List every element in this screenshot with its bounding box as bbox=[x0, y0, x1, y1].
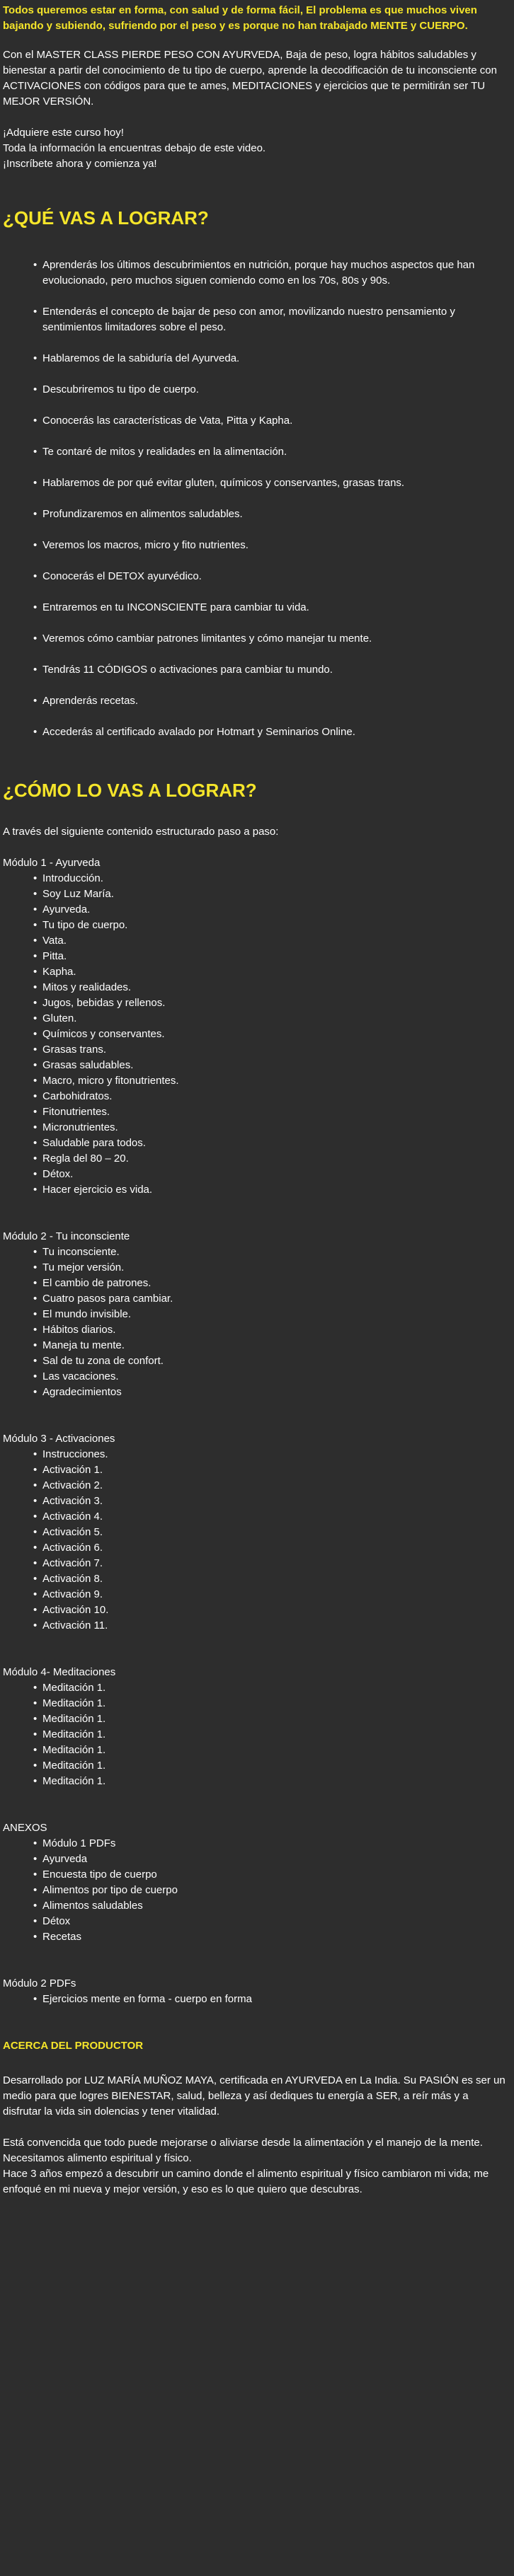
lesson-item: • Regla del 80 – 20. bbox=[33, 1151, 508, 1167]
module-lesson-list bbox=[3, 1447, 508, 1634]
benefit-item: • Tendrás 11 CÓDIGOS o activaciones para cambiar tu mundo. bbox=[33, 662, 508, 678]
module-title: Módulo 3 - Activaciones bbox=[3, 1433, 115, 1445]
lesson-item: • Jugos, bebidas y rellenos. bbox=[33, 995, 508, 1011]
lesson-item: • Recetas bbox=[33, 1929, 508, 1945]
lesson-item: • Activación 5. bbox=[33, 1525, 508, 1540]
lesson-item: • Vata. bbox=[33, 933, 508, 949]
lesson-item: • Activación 8. bbox=[33, 1571, 508, 1587]
benefits-list bbox=[3, 258, 508, 740]
lesson-item: • Grasas saludables. bbox=[33, 1058, 508, 1073]
producer-paragraph: Desarrollado por LUZ MARÍA MUÑOZ MAYA, certificada en AYURVEDA en La India. Su PASIÓN es ser un medio para que logres BIENESTAR, salud, belleza y así dediques tu energía a SER, a reír más y a disfrutar la vida sin dolencias y tener vitalidad. bbox=[3, 2074, 506, 2118]
lesson-item: • Gluten. bbox=[33, 1011, 508, 1027]
lesson-item: • Kapha. bbox=[33, 964, 508, 980]
module-lesson-list bbox=[3, 871, 508, 1198]
module-title: Módulo 4- Meditaciones bbox=[3, 1666, 116, 1678]
producer-heading: ACERCA DEL PRODUCTOR bbox=[3, 2040, 144, 2052]
benefit-item: • Aprenderás recetas. bbox=[33, 693, 508, 709]
lesson-item: • Activación 9. bbox=[33, 1587, 508, 1602]
lesson-item: • Ayurveda. bbox=[33, 902, 508, 918]
lesson-item: • Détox. bbox=[33, 1167, 508, 1182]
lesson-item: • Instrucciones. bbox=[33, 1447, 508, 1462]
lesson-item: • Hacer ejercicio es vida. bbox=[33, 1182, 508, 1198]
benefit-item: • Veremos los macros, micro y fito nutrientes. bbox=[33, 538, 508, 553]
producer-paragraph: Está convencida que todo puede mejorarse o aliviarse desde la alimentación y el manejo de la mente. Necesitamos alimento espiritual y físico. bbox=[3, 2137, 483, 2164]
benefit-item: • Entenderás el concepto de bajar de peso con amor, movilizando nuestro pensamiento y sentimientos limitadores sobre el peso. bbox=[33, 304, 508, 335]
module-lesson-list bbox=[3, 1992, 508, 2007]
intro-description: Con el MASTER CLASS PIERDE PESO CON AYURVEDA, Baja de peso, logra hábitos saludables y bienestar a partir del conocimiento de tu tipo de cuerpo, aprende la decodificación de tu inconsciente con ACTIVACIONES con códigos para que te ames, MEDITACIONES y ejercicios que te permitirán ser TU MEJOR VERSIÓN. bbox=[3, 49, 497, 108]
lesson-item: • Grasas trans. bbox=[33, 1042, 508, 1058]
lesson-item: • Módulo 1 PDFs bbox=[33, 1836, 508, 1852]
benefit-item: • Aprenderás los últimos descubrimientos en nutrición, porque hay muchos aspectos que han evolucionado, pero muchos siguen comiendo como en los 70s, 80s y 90s. bbox=[33, 258, 508, 289]
lesson-item: • Activación 1. bbox=[33, 1462, 508, 1478]
benefit-item: • Hablaremos de la sabiduría del Ayurveda. bbox=[33, 351, 508, 366]
lesson-item: • Ejercicios mente en forma - cuerpo en forma bbox=[33, 1992, 508, 2007]
lesson-item: • Hábitos diarios. bbox=[33, 1322, 508, 1338]
lesson-item: • Sal de tu zona de confort. bbox=[33, 1353, 508, 1369]
producer-story bbox=[3, 2135, 508, 2197]
benefit-item: • Profundizaremos en alimentos saludables. bbox=[33, 507, 508, 522]
lesson-item: • Carbohidratos. bbox=[33, 1089, 508, 1104]
module-title: Módulo 2 - Tu inconsciente bbox=[3, 1230, 130, 1242]
cta-line: ¡Adquiere este curso hoy! bbox=[3, 127, 124, 139]
lesson-item: • Meditación 1. bbox=[33, 1696, 508, 1711]
module-title: ANEXOS bbox=[3, 1822, 47, 1834]
lesson-item: • Agradecimientos bbox=[33, 1385, 508, 1400]
lesson-item: • Activación 7. bbox=[33, 1556, 508, 1571]
lesson-item: • Pitta. bbox=[33, 949, 508, 964]
benefit-item: • Descubriremos tu tipo de cuerpo. bbox=[33, 382, 508, 398]
lesson-item: • Fitonutrientes. bbox=[33, 1104, 508, 1120]
lesson-item: • Meditación 1. bbox=[33, 1727, 508, 1743]
lesson-item: • Meditación 1. bbox=[33, 1680, 508, 1696]
lesson-item: • Químicos y conservantes. bbox=[33, 1027, 508, 1042]
lesson-item: • Introducción. bbox=[33, 871, 508, 886]
lesson-item: • Activación 6. bbox=[33, 1540, 508, 1556]
lesson-item: • Macro, micro y fitonutrientes. bbox=[33, 1073, 508, 1089]
lesson-item: • El cambio de patrones. bbox=[33, 1276, 508, 1291]
lesson-item: • Meditación 1. bbox=[33, 1743, 508, 1758]
how-intro: A través del siguiente contenido estructurado paso a paso: bbox=[3, 826, 279, 838]
lesson-item: • Meditación 1. bbox=[33, 1758, 508, 1774]
module-title: Módulo 2 PDFs bbox=[3, 1977, 76, 1989]
intro-cta bbox=[3, 125, 508, 172]
lesson-item: • Alimentos saludables bbox=[33, 1898, 508, 1914]
cta-line: ¡Inscríbete ahora y comienza ya! bbox=[3, 158, 157, 170]
lesson-item: • Mitos y realidades. bbox=[33, 980, 508, 995]
benefit-item: • Entraremos en tu INCONSCIENTE para cambiar tu vida. bbox=[33, 600, 508, 616]
module-lesson-list bbox=[3, 1836, 508, 1945]
benefit-item: • Te contaré de mitos y realidades en la alimentación. bbox=[33, 444, 508, 460]
lesson-item: • Las vacaciones. bbox=[33, 1369, 508, 1385]
intro-headline: Todos queremos estar en forma, con salud y de forma fácil, El problema es que muchos viven bajando y subiendo, sufriendo por el peso y es porque no han trabajado MENTE y CUERPO. bbox=[3, 4, 477, 32]
module-lesson-list bbox=[3, 1680, 508, 1789]
benefit-item: • Accederás al certificado avalado por Hotmart y Seminarios Online. bbox=[33, 724, 508, 740]
lesson-item: • Tu tipo de cuerpo. bbox=[33, 918, 508, 933]
lesson-item: • Activación 11. bbox=[33, 1618, 508, 1634]
lesson-item: • Activación 2. bbox=[33, 1478, 508, 1494]
benefit-item: • Hablaremos de por qué evitar gluten, químicos y conservantes, grasas trans. bbox=[33, 475, 508, 491]
lesson-item: • Alimentos por tipo de cuerpo bbox=[33, 1883, 508, 1898]
lesson-item: • Activación 4. bbox=[33, 1509, 508, 1525]
lesson-item: • Ayurveda bbox=[33, 1852, 508, 1867]
benefit-item: • Conocerás las características de Vata, Pitta y Kapha. bbox=[33, 413, 508, 429]
benefit-item: • Veremos cómo cambiar patrones limitantes y cómo manejar tu mente. bbox=[33, 631, 508, 647]
lesson-item: • Maneja tu mente. bbox=[33, 1338, 508, 1353]
producer-paragraph: Hace 3 años empezó a descubrir un camino donde el alimento espiritual y físico cambiaron mi vida; me enfoqué en mi nueva y mejor versión, y eso es lo que quiero que descubras. bbox=[3, 2168, 489, 2195]
lesson-item: • Meditación 1. bbox=[33, 1711, 508, 1727]
lesson-item: • Activación 3. bbox=[33, 1494, 508, 1509]
lesson-item: • Tu mejor versión. bbox=[33, 1260, 508, 1276]
modules-container bbox=[3, 855, 508, 2007]
lesson-item: • Micronutrientes. bbox=[33, 1120, 508, 1136]
lesson-item: • Cuatro pasos para cambiar. bbox=[33, 1291, 508, 1307]
lesson-item: • Activación 10. bbox=[33, 1602, 508, 1618]
section-heading-how: ¿CÓMO LO VAS A LOGRAR? bbox=[3, 780, 257, 801]
module-title: Módulo 1 - Ayurveda bbox=[3, 857, 101, 869]
lesson-item: • Meditación 1. bbox=[33, 1774, 508, 1789]
lesson-item: • Encuesta tipo de cuerpo bbox=[33, 1867, 508, 1883]
section-heading-what: ¿QUÉ VAS A LOGRAR? bbox=[3, 207, 209, 229]
lesson-item: • Soy Luz María. bbox=[33, 886, 508, 902]
benefit-item: • Conocerás el DETOX ayurvédico. bbox=[33, 569, 508, 584]
lesson-item: • Saludable para todos. bbox=[33, 1136, 508, 1151]
lesson-item: • Détox bbox=[33, 1914, 508, 1929]
cta-line: Toda la información la encuentras debajo de este video. bbox=[3, 142, 266, 154]
lesson-item: • El mundo invisible. bbox=[33, 1307, 508, 1322]
module-lesson-list bbox=[3, 1244, 508, 1400]
lesson-item: • Tu inconsciente. bbox=[33, 1244, 508, 1260]
